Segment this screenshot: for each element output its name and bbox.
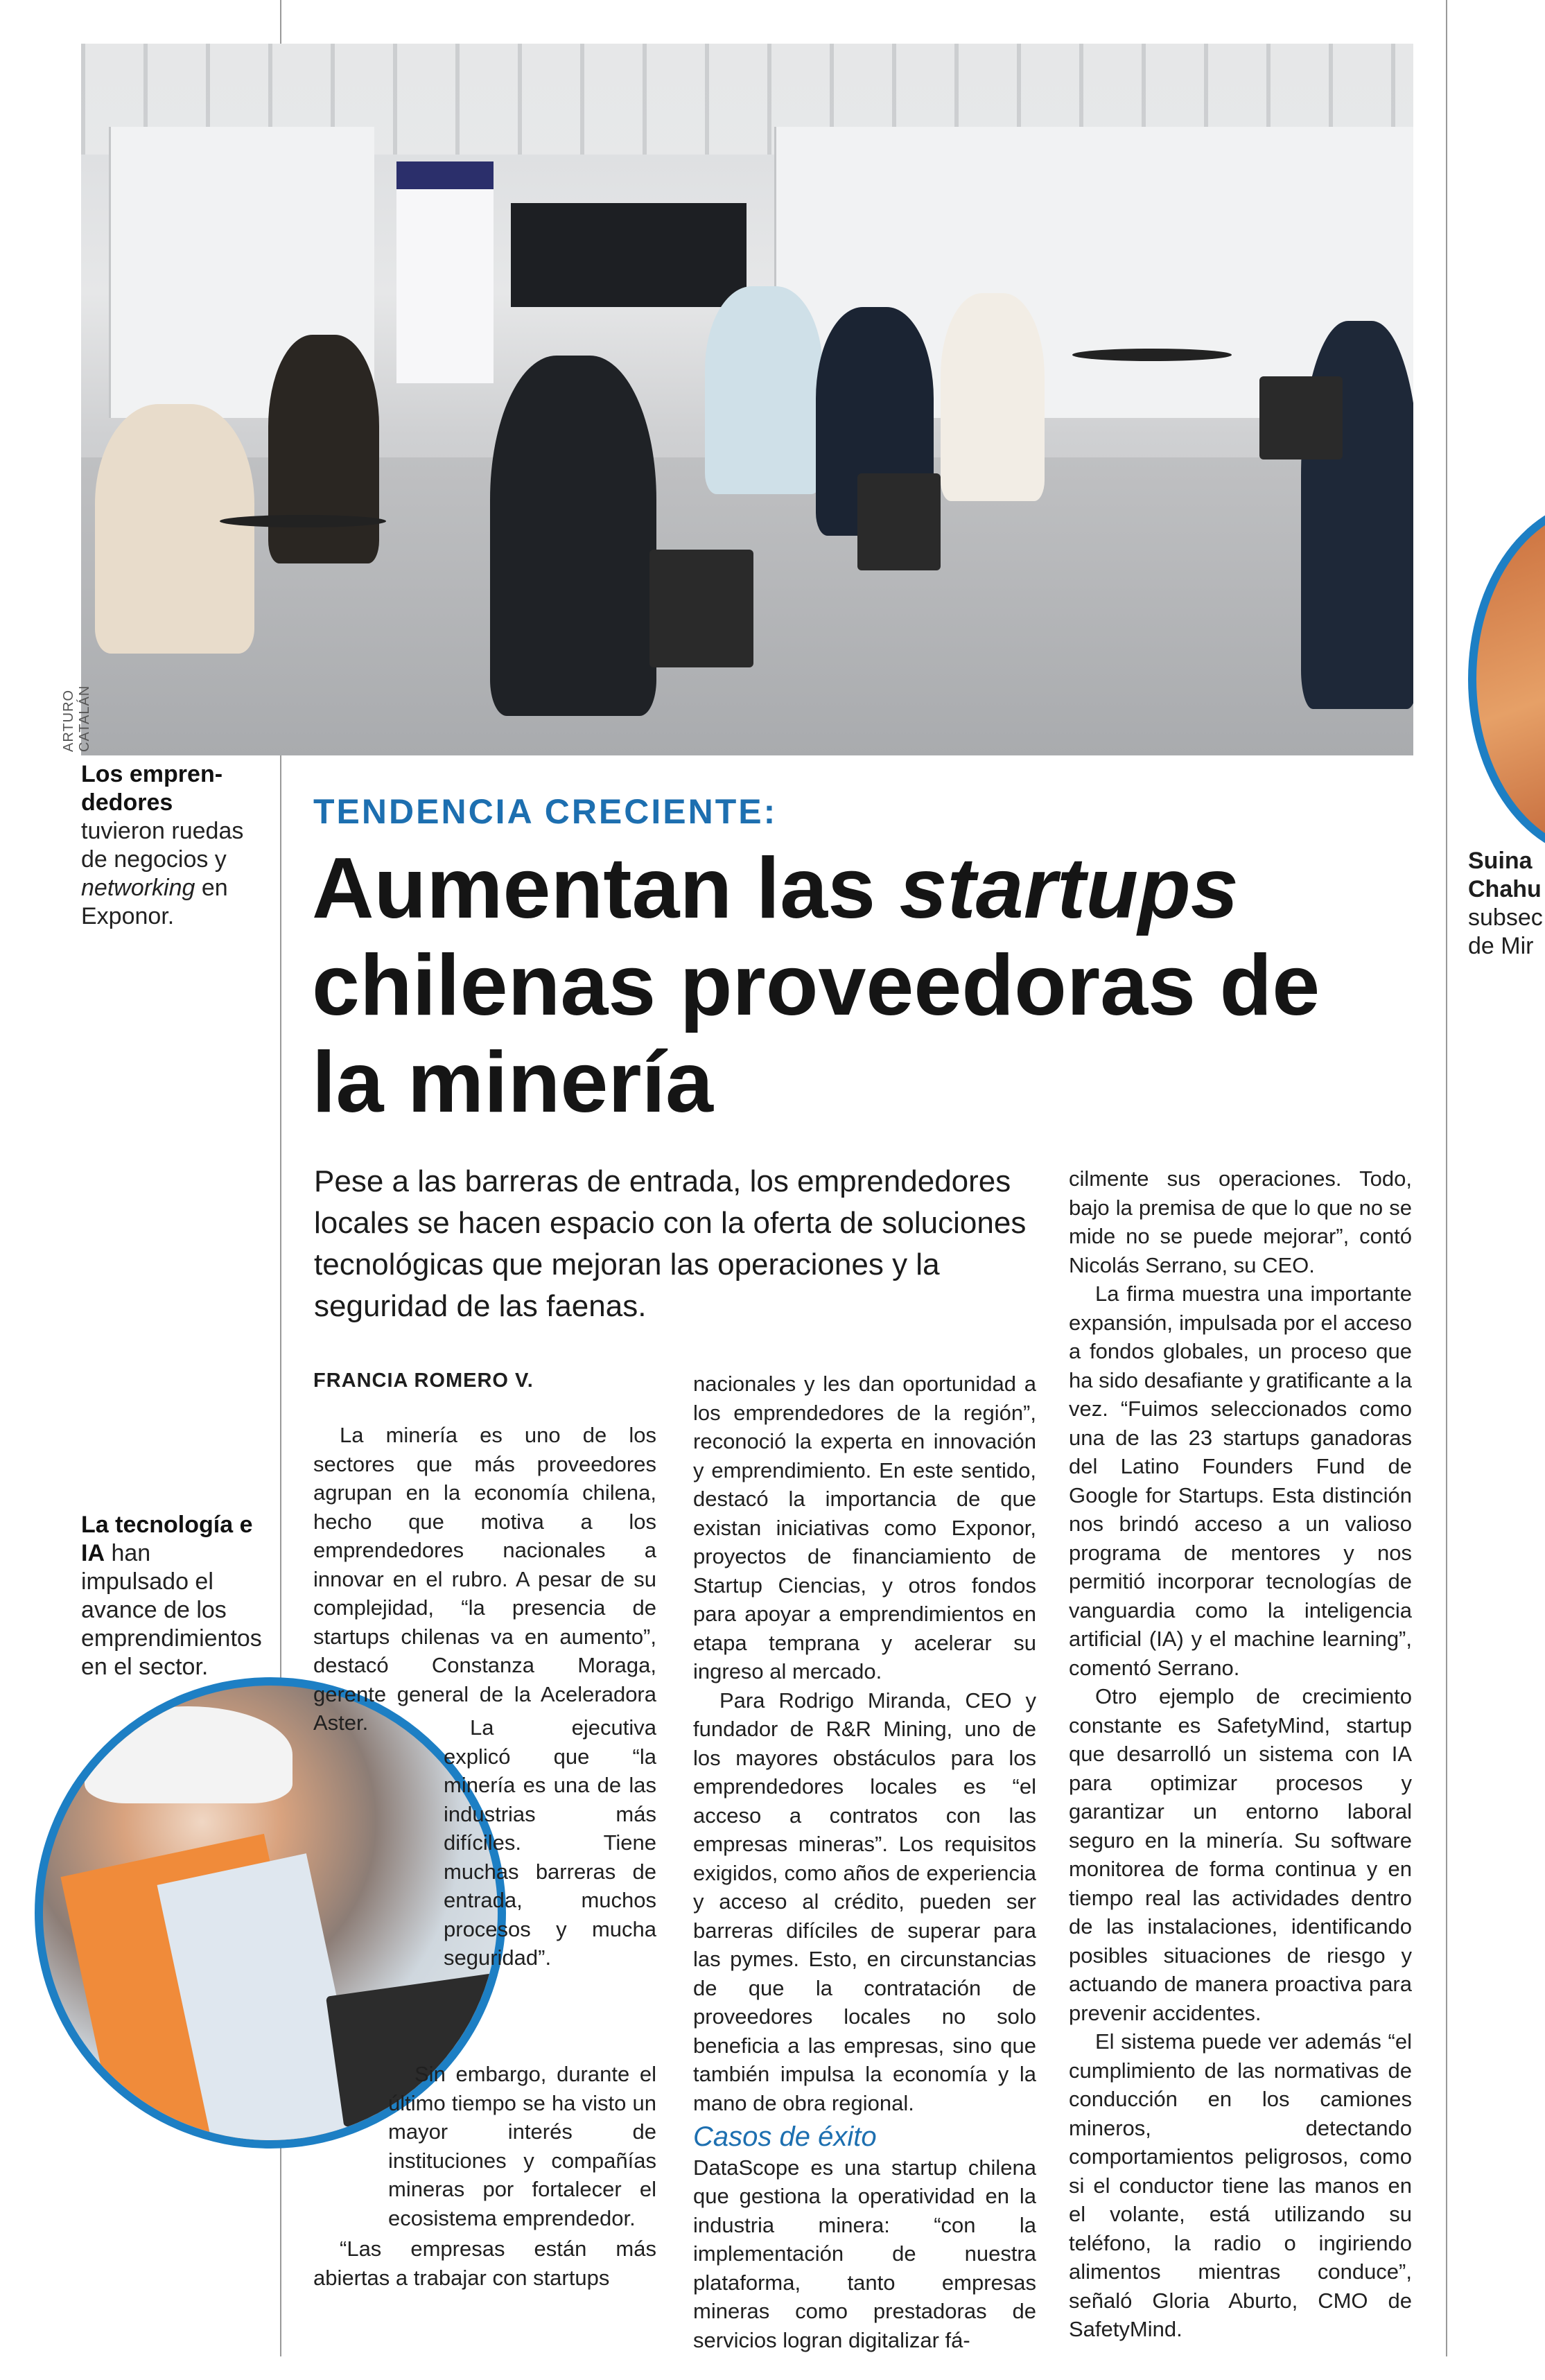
- chair: [649, 550, 753, 667]
- photo-caption: Los empren-dedores tuvieron ruedas de negocios y networking en Exponor.: [81, 761, 244, 929]
- chair: [857, 473, 941, 570]
- attendee: [490, 356, 656, 716]
- attendee: [941, 293, 1045, 501]
- paragraph: “Las empresas están más abiertas a trabajar con startups: [313, 2237, 656, 2290]
- photo-credit: ARTURO CATALÁN: [61, 685, 92, 752]
- event-photo: [81, 44, 1413, 755]
- round-table: [220, 515, 386, 527]
- paragraph: Otro ejemplo de crecimiento constante es SafetyMind, startup que desarrolló un sistema con IA para optimizar procesos y garantizar un entorno laboral seguro en la minería. Su software monitorea de forma continua y en tiempo real las actividades dentro de las instalaciones, identificando posibles situaciones de riesgo y actuando de manera proactiva para prevenir accidentes.: [1069, 1684, 1412, 2025]
- paragraph: La ejecutiva explicó que “la minería es una de las industrias más difíciles. Tiene muchas barreras de entrada, muchos procesos y mucha seguridad”.: [444, 1715, 656, 1970]
- paragraph: DataScope es una startup chilena que gestiona la operatividad en la industria minera: “con la implementación de nuestra plataforma, tanto empresas mineras como prestadoras de servicios logran digitalizar fá-: [693, 2155, 1036, 2352]
- attendee: [268, 335, 379, 563]
- byline: FRANCIA ROMERO V.: [313, 1370, 534, 1392]
- paragraph: La firma muestra una importante expansión, impulsada por el acceso a fondos globales, un proceso que ha sido desafiante y gratificante a la vez. “Fuimos seleccionados como una de las 23 startups ganadoras del Latino Founders Fund de Google for Startups. Esta distinción nos brindó acceso a un valioso programa de mentores y nos permitió incorporar tecnologías de vanguardia como la inteligencia artificial (IA) y el machine learning”, comentó Serrano.: [1069, 1281, 1412, 1680]
- article-column-1-end: [313, 2234, 656, 2292]
- article-column-2: [693, 1370, 1036, 2354]
- tv-screen: [511, 203, 747, 307]
- article-column-1: [313, 1421, 656, 1738]
- paragraph: Sin embargo, durante el último tiempo se ha visto un mayor interés de instituciones y compañías mineras por fortalecer el ecosistema emprendedor.: [388, 2062, 656, 2230]
- headline: Aumentan las startups chilenas proveedoras de la minería: [312, 841, 1320, 1130]
- paragraph: cilmente sus operaciones. Todo, bajo la premisa de que lo que no se mide no se puede mejorar”, contó Nicolás Serrano, su CEO.: [1069, 1166, 1412, 1277]
- paragraph: Para Rodrigo Miranda, CEO y fundador de R&R Mining, uno de los mayores obstáculos para los emprendedores locales es “el acceso a contratos con las empresas mineras”. Los requisitos exigidos, como años de experiencia y acceso al crédito, pueden ser barreras difíciles de superar para las pymes. Esto, en circunstancias de que la contratación de proveedores locales no solo beneficia a las empresas, sino que también impulsa la economía y la mano de obra regional.: [693, 1688, 1036, 2115]
- article-column-1-wrap: [444, 1713, 656, 1972]
- subhead: Casos de éxito: [693, 2121, 877, 2152]
- paragraph: nacionales y les dan oportunidad a los emprendedores de la región”, reconoció la experta en innovación y emprendimiento. En este sentido, destacó la importancia de que existan iniciativas como Exponor, proyectos de financiamiento de Startup Ciencias, y otros fondos para apoyar a emprendimientos en etapa temprana y acelerar su ingreso al mercado.: [693, 1372, 1036, 1683]
- adjacent-article-caption: Suina Chahu subsec de Mir: [1468, 848, 1543, 959]
- attendee: [705, 286, 823, 494]
- article-column-1-wrap-2: [388, 2060, 656, 2232]
- chair: [1259, 376, 1343, 460]
- paragraph: La minería es uno de los sectores que más proveedores agrupan en la economía chilena, hecho que motiva a los emprendedores nacionales a innovar en el rubro. A pesar de su complejidad, “la presencia de startups chilenas va en aumento”, destacó Constanza Moraga, gerente general de la Aceleradora Aster.: [313, 1423, 656, 1735]
- paragraph: El sistema puede ver además “el cumplimiento de las normativas de conducción en los camiones mineros, detectando comportamientos peligrosos, como si el conductor tiene las manos en el volante, está utilizando su teléfono, la radio o ingiriendo alimentos mientras conduce”, señaló Gloria Aburto, CMO de SafetyMind.: [1069, 2029, 1412, 2341]
- photo-caption-ia: La tecnología e IA han impulsado el avance de los emprendimientos en el sector.: [81, 1512, 262, 1680]
- attendee: [95, 404, 254, 654]
- sponsor-banner: [396, 161, 494, 383]
- kicker: TENDENCIA CRECIENTE:: [313, 792, 778, 831]
- round-table: [1072, 349, 1232, 361]
- article-column-3: [1069, 1164, 1412, 2344]
- helmet: [85, 1706, 293, 1803]
- column-rule-right: [1446, 0, 1447, 2356]
- adjacent-article-photo: [1468, 499, 1545, 859]
- deck: Pese a las barreras de entrada, los emprendedores locales se hacen espacio con la oferta de soluciones tecnológicas que mejoran las operaciones y la seguridad de las faenas.: [314, 1164, 1027, 1323]
